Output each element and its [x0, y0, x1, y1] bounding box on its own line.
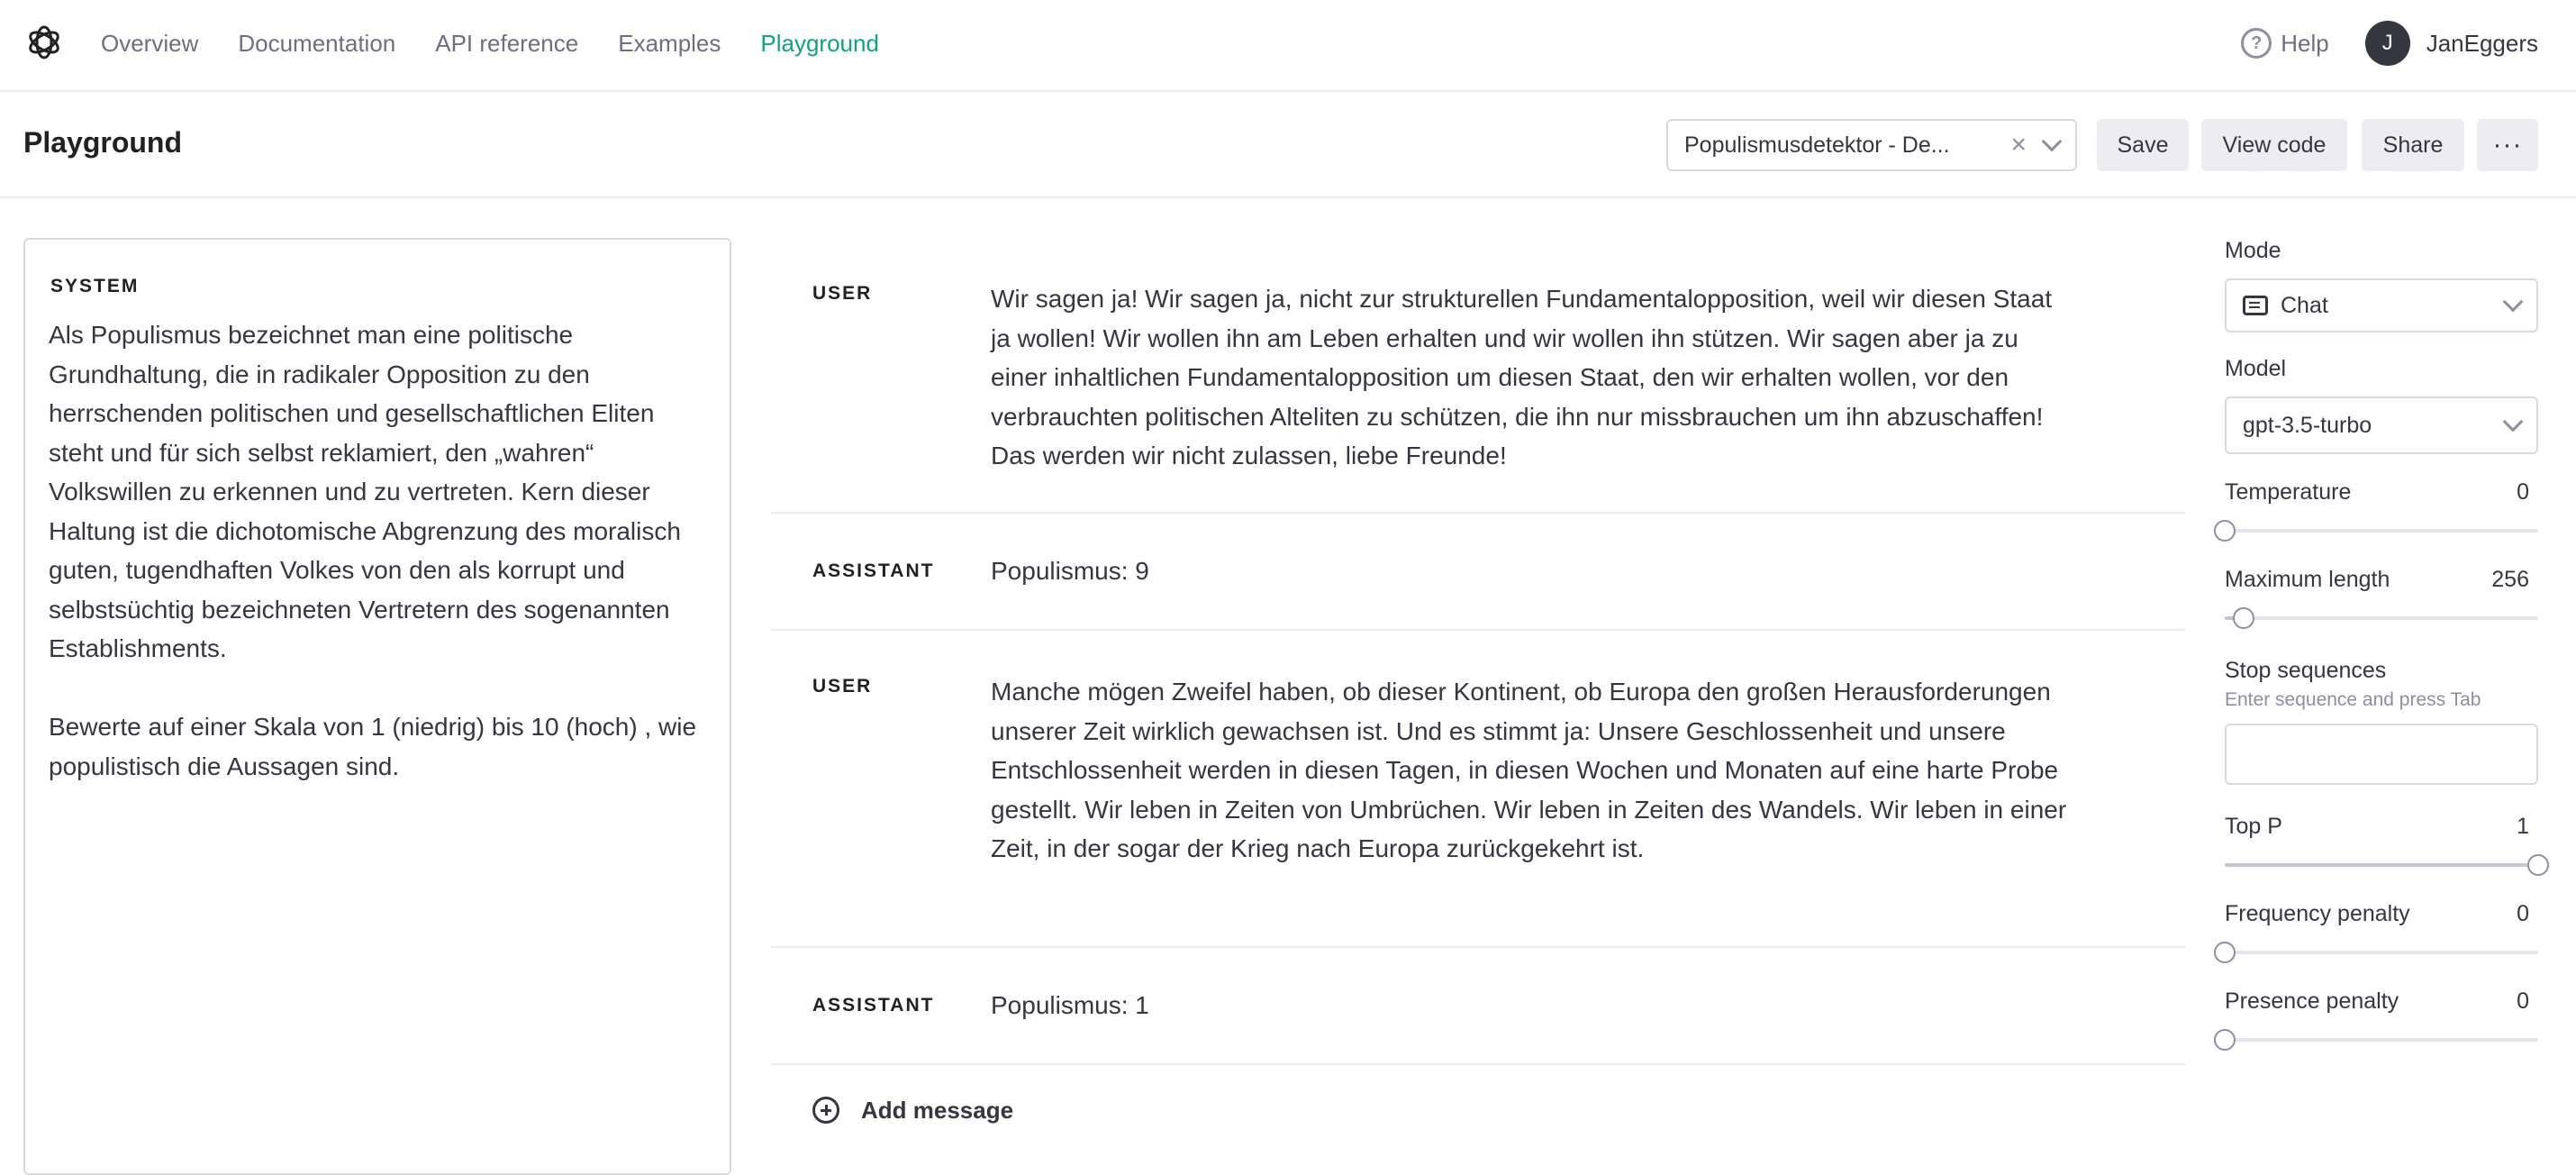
slider-thumb[interactable]: [2214, 520, 2236, 542]
message-role-user[interactable]: USER: [812, 283, 873, 304]
save-button[interactable]: Save: [2097, 119, 2189, 171]
chevron-down-icon: [2503, 412, 2524, 433]
frequency-penalty-label: Frequency penalty: [2225, 901, 2410, 926]
max-length-slider[interactable]: [2225, 609, 2538, 627]
temperature-slider[interactable]: [2225, 522, 2538, 540]
top-p-slider[interactable]: [2225, 856, 2538, 874]
slider-thumb[interactable]: [2527, 854, 2549, 876]
max-length-value[interactable]: 256: [2491, 567, 2529, 592]
share-button[interactable]: Share: [2362, 119, 2464, 171]
message-row: [771, 631, 2185, 948]
nav-api-reference[interactable]: API reference: [435, 29, 579, 57]
help-icon: ?: [2241, 28, 2272, 59]
message-row: [771, 514, 2185, 631]
nav-playground[interactable]: Playground: [760, 29, 879, 57]
slider-thumb[interactable]: [2214, 942, 2236, 963]
message-role-user[interactable]: USER: [812, 676, 873, 697]
message-role-assistant[interactable]: ASSISTANT: [812, 995, 935, 1016]
preset-name: Populismusdetektor - De...: [1684, 132, 1950, 158]
nav-links: [101, 0, 879, 87]
slider-thumb[interactable]: [2233, 607, 2254, 629]
stop-sequences-label: Stop sequences: [2225, 658, 2387, 683]
chevron-down-icon: [2503, 292, 2524, 313]
nav-documentation[interactable]: Documentation: [238, 29, 396, 57]
more-options-button[interactable]: ···: [2477, 119, 2538, 171]
chat-icon: [2243, 296, 2268, 315]
username[interactable]: JanEggers: [2426, 29, 2538, 57]
add-message-button[interactable]: [771, 1065, 2185, 1155]
mode-label: Mode: [2225, 238, 2281, 263]
top-navigation: [0, 0, 2576, 92]
chevron-down-icon: [2042, 132, 2063, 152]
nav-overview[interactable]: Overview: [101, 29, 199, 57]
message-text[interactable]: Populismus: 9: [991, 557, 1149, 586]
view-code-button[interactable]: View code: [2201, 119, 2347, 171]
max-length-label: Maximum length: [2225, 567, 2390, 592]
help-link[interactable]: [2241, 28, 2328, 59]
top-p-label: Top P: [2225, 814, 2282, 839]
presence-penalty-row: [2225, 988, 2538, 1015]
slider-thumb[interactable]: [2214, 1029, 2236, 1051]
top-p-row: [2225, 814, 2538, 840]
help-label: Help: [2281, 29, 2329, 57]
openai-logo-icon[interactable]: [23, 22, 65, 63]
mode-select[interactable]: [2225, 278, 2538, 332]
slider-track: [2225, 951, 2538, 954]
frequency-penalty-row: [2225, 901, 2538, 927]
add-message-label: Add message: [861, 1096, 1014, 1124]
model-value: gpt-3.5-turbo: [2243, 412, 2372, 438]
slider-track: [2225, 1038, 2538, 1042]
model-select[interactable]: [2225, 396, 2538, 454]
nav-right: [2241, 0, 2538, 87]
page-title: Playground: [23, 126, 183, 159]
max-length-row: [2225, 567, 2538, 593]
system-panel[interactable]: [23, 238, 731, 1175]
temperature-value[interactable]: 0: [2517, 479, 2529, 505]
presence-penalty-value[interactable]: 0: [2517, 988, 2529, 1014]
system-label: SYSTEM: [50, 276, 140, 296]
playground-header: [0, 92, 2576, 198]
stop-sequences-input[interactable]: [2225, 724, 2538, 785]
slider-track: [2225, 616, 2538, 620]
message-row: [771, 238, 2185, 514]
settings-panel: [2225, 238, 2538, 1049]
message-row: [771, 948, 2185, 1065]
temperature-label: Temperature: [2225, 479, 2352, 505]
message-text[interactable]: Manche mögen Zweifel haben, ob dieser Kontinent, ob Europa den großen Herausforderungen unserer Zeit wirklich gewachsen ist. Und es stimmt ja: Unsere Geschlossenheit und unsere Entschlossenheit werden in diesen Tagen, in diesen Wochen und Monaten auf eine harte Probe gestellt. Wir leben in Zeiten von Umbrüchen. Wir leben in Zeiten des Wandels. Wir leben in einer Zeit, in der sogar der Krieg nach Europa zurückgekehrt ist.: [991, 678, 2067, 862]
clear-preset-icon[interactable]: ×: [2010, 130, 2027, 159]
model-label: Model: [2225, 356, 2287, 381]
mode-value: Chat: [2281, 292, 2328, 318]
nav-examples[interactable]: Examples: [618, 29, 721, 57]
plus-circle-icon: [812, 1097, 839, 1124]
temperature-row: [2225, 479, 2538, 506]
preset-select[interactable]: [1666, 119, 2077, 171]
top-p-value[interactable]: 1: [2517, 814, 2529, 839]
frequency-penalty-slider[interactable]: [2225, 943, 2538, 961]
presence-penalty-label: Presence penalty: [2225, 988, 2399, 1014]
presence-penalty-slider[interactable]: [2225, 1031, 2538, 1049]
messages-list: [771, 238, 2185, 1155]
slider-fill: [2225, 863, 2538, 867]
frequency-penalty-value[interactable]: 0: [2517, 901, 2529, 926]
stop-sequences-hint: Enter sequence and press Tab: [2225, 689, 2481, 710]
message-text[interactable]: Populismus: 1: [991, 991, 1149, 1020]
message-text[interactable]: Wir sagen ja! Wir sagen ja, nicht zur strukturellen Fundamentalopposition, weil wir diesen Staat ja wollen! Wir wollen ihn am Leben erhalten und wir wollen ihn stützen. Wir sagen aber ja zu einer inhaltlichen Fundamentalopposition um diesen Staat, den wir erhalten wollen, vor den verbrauchten politischen Alteliten zu schützen, die ihn nur missbrauchen um ihn abzuschaffen! Das werden wir nicht zulassen, liebe Freunde!: [991, 285, 2053, 469]
system-prompt[interactable]: Als Populismus bezeichnet man eine politische Grundhaltung, die in radikaler Opposition zu den herrschenden politischen und gesellschaftlichen Eliten steht und für sich selbst reklamiert, den „wahren“ Volkswillen zu erkennen und zu vertreten. Kern dieser Haltung ist die dichotomische Abgrenzung des moralisch guten, tugendhaften Volkes von den als korrupt und selbstsüchtig bezeichneten Vertretern des sogenannten Establishments. Bewerte auf einer Skala von 1 (niedrig) bis 10 (hoch) , wie populistisch die Aussagen sind.: [49, 321, 697, 780]
avatar[interactable]: J: [2365, 21, 2410, 66]
slider-track: [2225, 529, 2538, 533]
message-role-assistant[interactable]: ASSISTANT: [812, 560, 935, 581]
